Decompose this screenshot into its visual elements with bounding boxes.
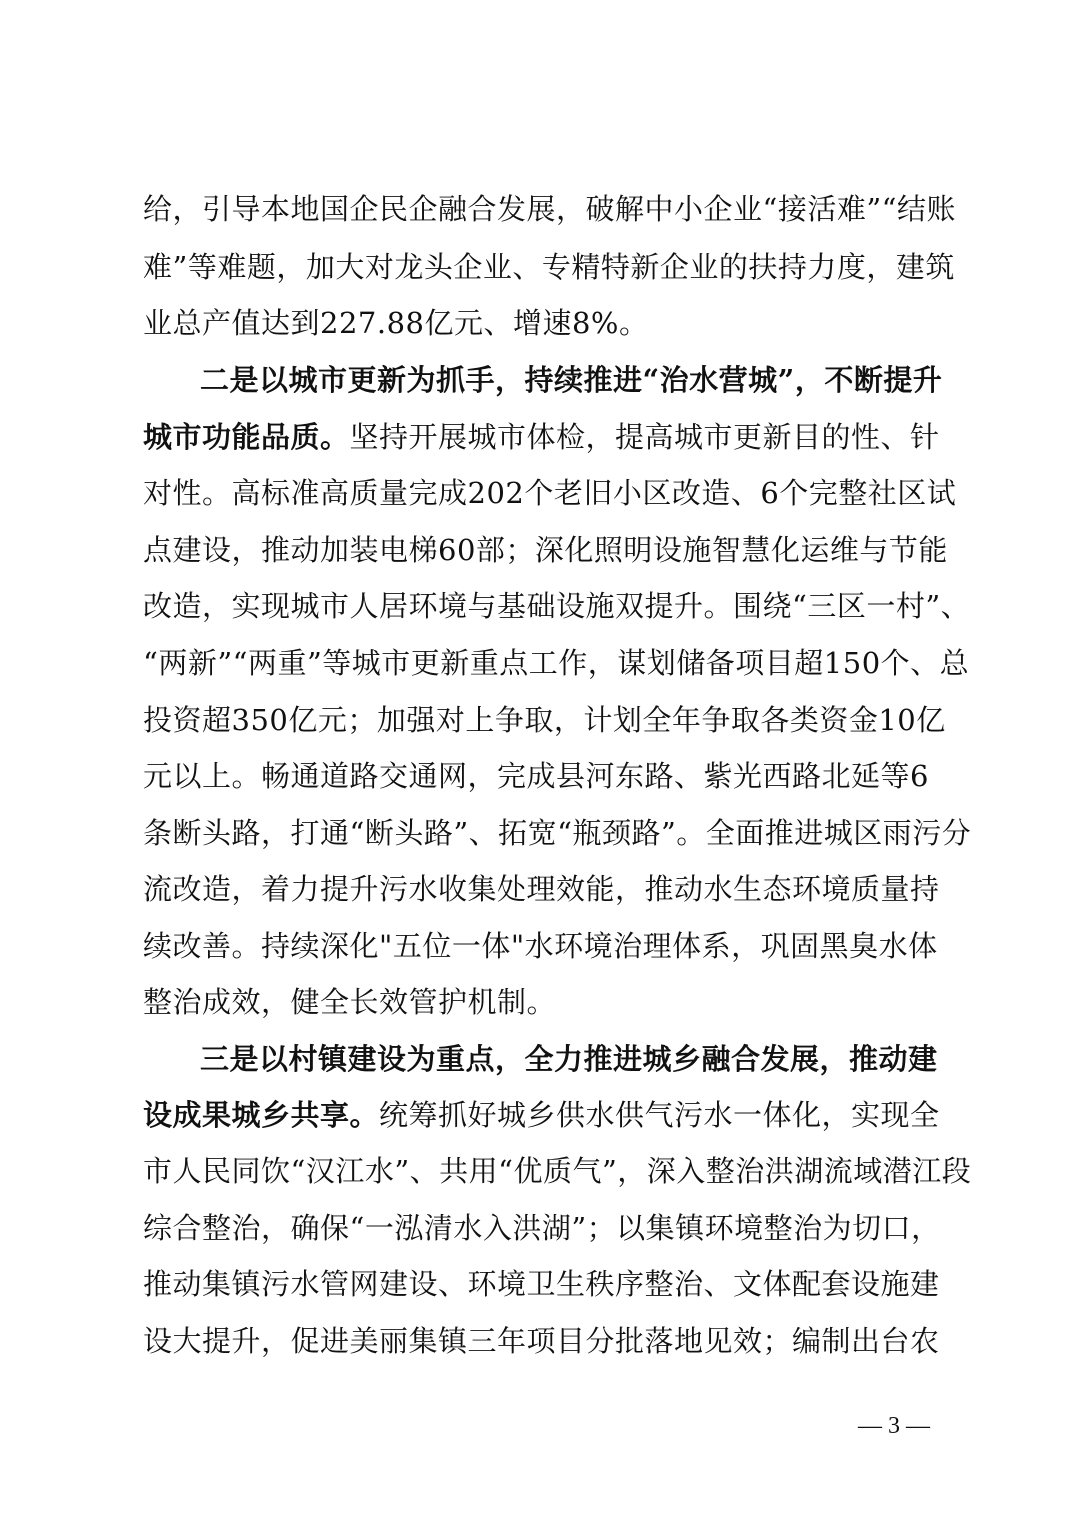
paragraph-3-heading-end: 设成果城乡共享。: [143, 1098, 380, 1132]
paragraph-2-line-3: 对性。高标准高质量完成202个老旧小区改造、6个完整社区试: [143, 476, 957, 510]
paragraph-1-line-1: 给，引导本地国企民企融合发展，破解中小企业“接活难”“结账: [143, 192, 956, 226]
paragraph-3-line-5: 推动集镇污水管网建设、环境卫生秩序整治、文体配套设施建: [143, 1267, 940, 1301]
paragraph-2-line-4: 点建设，推动加装电梯60部；深化照明设施智慧化运维与节能: [143, 533, 948, 567]
paragraph-2-line-7: 投资超350亿元；加强对上争取，计划全年争取各类资金10亿: [143, 703, 946, 737]
paragraph-3-line-4: 综合整治，确保“一泓清水入洪湖”；以集镇环境整治为切口，: [143, 1211, 941, 1245]
paragraph-3-line-2-text: 统筹抓好城乡供水供气污水一体化，实现全: [379, 1098, 940, 1132]
paragraph-2-line-5: 改造，实现城市人居环境与基础设施双提升。围绕“三区一村”、: [143, 589, 971, 623]
paragraph-3-line-2: [143, 1095, 940, 1135]
paragraph-1-line-3: 业总产值达到227.88亿元、增速8%。: [143, 306, 649, 340]
paragraph-2-heading-line-1: 二是以城市更新为抓手，持续推进“治水营城”，不断提升: [200, 363, 943, 397]
paragraph-2-line-11: 续改善。持续深化"五位一体"水环境治理体系，巩固黑臭水体: [143, 929, 938, 963]
paragraph-3-line-3: 市人民同饮“汉江水”、共用“优质气”，深入整治洪湖流域潜江段: [143, 1154, 972, 1188]
paragraph-2-line-6: “两新”“两重”等城市更新重点工作，谋划储备项目超150个、总: [143, 646, 970, 680]
paragraph-2-line-8: 元以上。畅通道路交通网，完成县河东路、紫光西路北延等6: [143, 759, 929, 793]
paragraph-2-line-10: 流改造，着力提升污水收集处理效能，推动水生态环境质量持: [143, 872, 940, 906]
paragraph-2-line-9: 条断头路，打通“断头路”、拓宽“瓶颈路”。全面推进城区雨污分: [143, 816, 972, 850]
paragraph-3-line-6: 设大提升，促进美丽集镇三年项目分批落地见效；编制出台农: [143, 1324, 940, 1358]
paragraph-1-line-2: 难”等难题，加大对龙头企业、专精特新企业的扶持力度，建筑: [143, 250, 955, 284]
paragraph-3-heading-line-1: 三是以村镇建设为重点，全力推进城乡融合发展，推动建: [200, 1042, 938, 1076]
page-number: — 3 —: [858, 1413, 930, 1439]
paragraph-2-line-2: [143, 417, 940, 457]
paragraph-2-heading-end: 城市功能品质。: [143, 420, 350, 454]
paragraph-2-line-2-text: 坚持开展城市体检，提高城市更新目的性、针: [349, 420, 940, 454]
paragraph-2-line-12: 整治成效，健全长效管护机制。: [143, 985, 557, 1019]
